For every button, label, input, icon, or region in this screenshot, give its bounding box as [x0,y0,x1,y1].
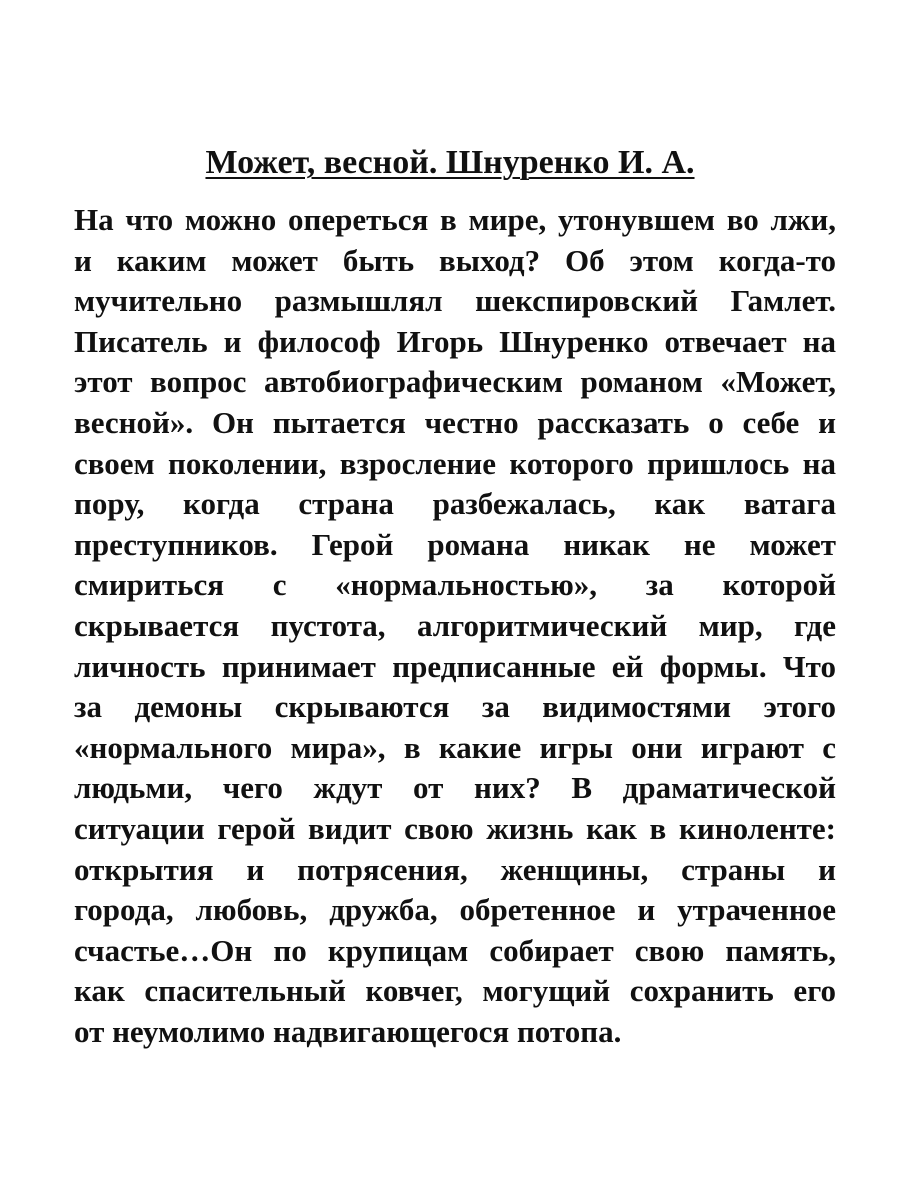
annotation-paragraph [74,200,836,1052]
paragraph-line: скрывается пустота, алгоритмический мир, где [74,607,836,643]
paragraph-line: за демоны скрываются за видимостями этого [74,689,836,725]
paragraph-line: города, любовь, дружба, обретенное и утраченное [74,892,836,928]
paragraph-line: ситуации герой видит свою жизнь как в киноленте: [74,810,836,846]
paragraph-line: личность принимает предписанные ей формы. Что [74,648,836,684]
paragraph-line: и каким может быть выход? Об этом когда-то [74,242,836,278]
paragraph-line: как спасительный ковчег, могущий сохранить его [74,973,836,1009]
document-title: Может, весной. Шнуренко И. А. [205,144,695,181]
paragraph-line: счастье…Он по крупицам собирает свою память, [74,932,836,968]
paragraph-line: На что можно опереться в мире, утонувшем во лжи, [74,202,836,237]
paragraph-line: открытия и потрясения, женщины, страны и [74,851,836,887]
paragraph-line: смириться с «нормальностью», за которой [74,567,836,603]
paragraph-line: преступников. Герой романа никак не может [74,526,836,562]
paragraph-line: весной». Он пытается честно рассказать о себе и [74,404,836,440]
paragraph-line: пору, когда страна разбежалась, как ватага [74,486,836,522]
paragraph-line: этот вопрос автобиографическим романом «Может, [74,364,836,400]
paragraph-line: от неумолимо надвигающегося потопа. [74,1013,622,1049]
paragraph-line: Писатель и философ Игорь Шнуренко отвечает на [74,323,836,359]
paragraph-line: «нормального мира», в какие игры они играют с [74,729,836,765]
paragraph-line: мучительно размышлял шекспировский Гамлет. [74,283,836,319]
paragraph-line: своем поколении, взросление которого пришлось на [74,445,836,481]
paragraph-line: людьми, чего ждут от них? В драматической [74,770,836,806]
